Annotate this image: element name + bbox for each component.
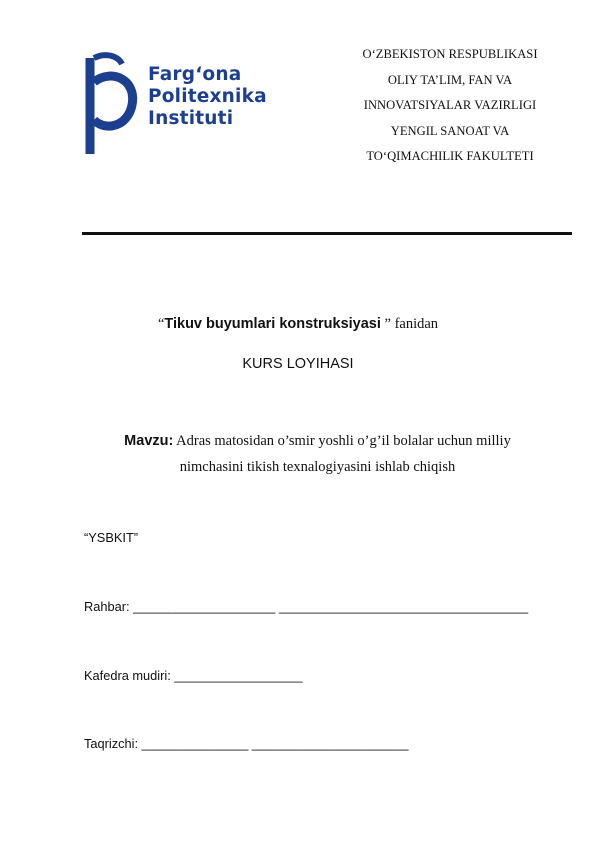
topic-block — [95, 428, 540, 480]
topic-text: Adras matosidan o’smir yoshli o’g’il bolalar uchun milliy nimchasini tikish texnalogiyasini ishlab chiqish — [173, 433, 511, 475]
subject-close-quote: ” — [380, 316, 391, 332]
group-name: “YSBKIT” — [84, 530, 139, 545]
subject-line — [0, 316, 596, 333]
logo-line: Politexnika — [148, 86, 267, 107]
subject-name: Tikuv buyumlari konstruksiyasi — [164, 316, 381, 332]
logo-wordmark — [148, 64, 267, 130]
ministry-heading — [330, 42, 570, 170]
ministry-line: INNOVATSIYALAR VAZIRLIGI — [363, 98, 537, 112]
document-type: KURS LOYIHASI — [242, 356, 354, 372]
institute-logo — [82, 50, 307, 160]
rahbar-field: Rahbar: ____________________ ___________________________________ — [84, 599, 529, 614]
logo-line: Instituti — [148, 108, 234, 129]
subject-open-quote: “ — [157, 316, 165, 332]
ministry-line: OLIY TA’LIM, FAN VA — [387, 72, 513, 87]
topic-label: Mavzu: — [124, 433, 174, 449]
taqrizchi-field: Taqrizchi: _______________ ______________________ — [84, 736, 409, 751]
subject-suffix: fanidan — [390, 316, 439, 332]
kafedra-field: Kafedra mudiri: __________________ — [84, 668, 303, 683]
institute-logo-icon — [82, 50, 142, 160]
logo-line: Farg‘ona — [148, 64, 242, 85]
header-divider — [82, 232, 572, 235]
ministry-line: O‘ZBEKISTON RESPUBLIKASI — [362, 47, 538, 61]
ministry-line: TO‘QIMACHILIK FAKULTETI — [366, 149, 534, 163]
ministry-line: YENGIL SANOAT VA — [390, 123, 510, 138]
